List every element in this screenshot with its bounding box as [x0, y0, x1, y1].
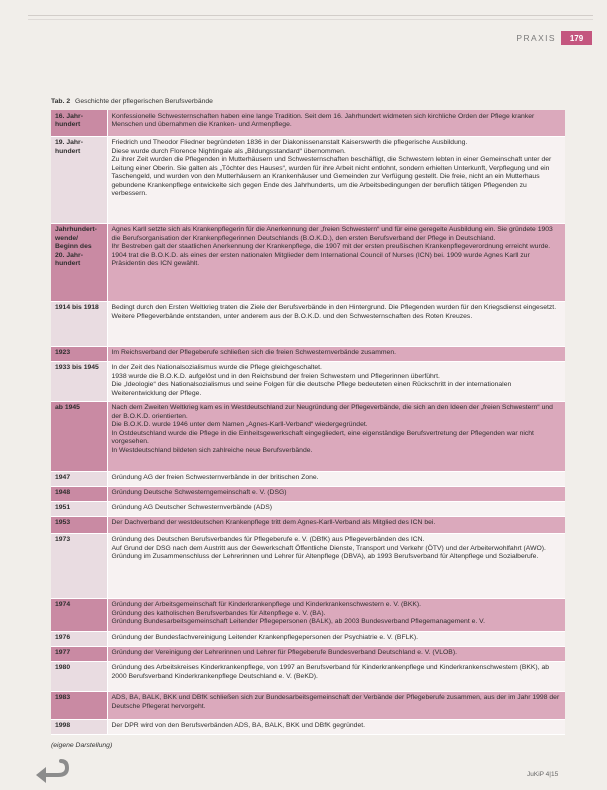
description-paragraph: Die B.O.K.D. wurde 1946 unter dem Namen „Agnes-Karll-Verband“ wiedergegründet. — [111, 421, 368, 428]
table-row — [51, 223, 565, 301]
description-cell — [107, 516, 565, 533]
table-row — [51, 691, 565, 719]
description-paragraph: Gründung der Arbeitsgemeinschaft für Kinderkrankenpflege und Kinderkrankenschwestern e. V. (BKK). — [111, 601, 422, 608]
description-paragraph: Der DPR wird von den Berufsverbänden ADS, BA, BALK, BKK und DBfK gegründet. — [111, 722, 366, 729]
table-row — [51, 471, 565, 486]
description-paragraph: Im Reichsverband der Pflegeberufe schließen sich die freien Schwesternverbände zusammen. — [111, 349, 396, 356]
description-paragraph: In der Zeit des Nationalsozialismus wurde die Pflege gleichgeschaltet. — [111, 364, 322, 371]
page-edge-line — [28, 19, 593, 20]
history-table — [51, 110, 565, 735]
description-paragraph: Diese wurde durch Florence Nightingale als „Bildungsstandard“ übernommen. — [111, 147, 346, 155]
description-cell — [107, 691, 565, 719]
period-cell: 1923 — [51, 346, 107, 361]
table-row — [51, 631, 565, 646]
period-cell: ab 1945 — [51, 401, 107, 471]
description-cell — [107, 533, 565, 598]
description-cell — [107, 501, 565, 516]
description-paragraph: Gründung AG Deutscher Schwesternverbände (ADS) — [111, 504, 273, 511]
description-paragraph: Bedingt durch den Ersten Weltkrieg traten die Ziele der Berufsverbände in den Hintergrund. Die Pflegenden wurden für den Kriegsdienst eingesetzt. — [111, 304, 557, 311]
table-row — [51, 501, 565, 516]
page-number-badge: 179 — [561, 31, 592, 45]
description-cell — [107, 598, 565, 631]
description-cell — [107, 136, 565, 223]
description-paragraph: Nach dem Zweiten Weltkrieg kam es in Westdeutschland zur Neugründung der Pflegeverbände, die sich an den Ideen der „freien Schwestern“ und der B.O.K.D. orientierten. — [111, 404, 553, 420]
caption-title: Geschichte der pflegerischen Berufsverbände — [75, 98, 213, 105]
description-paragraph: In Ostdeutschland wurde die Pflege in die Einheitsgewerkschaft eingegliedert, eine eigenständige Berufsvertretung der Pflegenden war nicht vorgesehen. — [111, 429, 534, 445]
table-row — [51, 401, 565, 471]
description-paragraph: ADS, BA, BALK, BKK und DBfK schließen sich zur Bundesarbeitsgemeinschaft der Verbände der Pflegeberufe zusammen, aus der im Jahr 1998 der Deutsche Pflegerat hervorgeht. — [111, 694, 560, 710]
period-cell: 1947 — [51, 471, 107, 486]
description-cell — [107, 346, 565, 361]
table-row — [51, 661, 565, 691]
period-cell: 1983 — [51, 691, 107, 719]
description-paragraph: Gründung Bundesarbeitsgemeinschaft Leitender Pflegepersonen (BALK), ab 2003 Bundesverband Pflegemanagement e. V. — [111, 618, 485, 625]
description-paragraph: Gründung AG der freien Schwesternverbände in der britischen Zone. — [111, 474, 319, 481]
page-header — [516, 31, 592, 45]
description-cell — [107, 110, 565, 136]
table-row — [51, 646, 565, 661]
period-cell: 1980 — [51, 661, 107, 691]
description-paragraph: Gründung im Zusammenschluss der Lehrerinnen und Lehrer für Altenpflege (DBVA), ab 1993 Berufsverband für Altenpflege und Sozialberufe. — [111, 553, 539, 560]
description-paragraph: Zu ihrer Zeit wurden die Pflegenden in Mutterhäusern und Schwesternschaften beschäftigt, die Schwestern lebten in einer Gemeinschaft unter der Leitung einer Oberin. Sie galten als „Töchter des Hauses“, wurden für ihre Arbeit nicht entlohnt, sondern erhielten Unterkunft, Verpflegung und ein Taschengeld, und wurden von den Mutterhäusern an Krankenhäuser und Gemeinden zur Verfügung gestellt. Die freie, nicht an ein Mutterhaus gebundene Krankenpflege entwickelte sich gegen Ende des Jahrhunderts, um die Arbeitsbedingungen der beruflich tätigen Pflegenden zu verbessern. — [111, 156, 552, 197]
description-paragraph: Gründung der Vereinigung der Lehrerinnen und Lehrer für Pflegeberufe Bundesverband Deutschland e. V. (VLOB). — [111, 649, 457, 656]
description-cell — [107, 661, 565, 691]
description-paragraph: Weitere Pflegeverbände entstanden, unter anderem aus der B.O.K.D. und den Schwesternschaften des Roten Kreuzes. — [111, 312, 473, 320]
description-paragraph: Gründung der Bundesfachvereinigung Leitender Krankenpflegepersonen der Psychiatrie e. V. (BFLK). — [111, 634, 419, 641]
period-cell: 1953 — [51, 516, 107, 533]
description-cell — [107, 486, 565, 501]
table-body — [51, 110, 565, 734]
period-cell: 1973 — [51, 533, 107, 598]
period-cell: 1914 bis 1918 — [51, 301, 107, 346]
table-row — [51, 598, 565, 631]
description-cell — [107, 401, 565, 471]
description-paragraph: Konfessionelle Schwesternschaften haben eine lange Tradition. Seit dem 16. Jahrhundert widmeten sich kirchliche Orden der Pflege kranker Menschen und übernahmen die Kranken- und Armenpflege. — [111, 112, 535, 128]
description-cell — [107, 361, 565, 401]
description-paragraph: Gründung des Deutschen Berufsverbandes für Pflegeberufe e. V. (DBfK) aus Pflegeverbänden des ICN. — [111, 536, 425, 543]
page-edge-line — [28, 15, 593, 16]
table-source-note: (eigene Darstellung) — [51, 741, 113, 749]
description-paragraph: Gründung des katholischen Berufsverbandes für Altenpflege e. V. (BA). — [111, 609, 326, 617]
period-cell: 1933 bis 1945 — [51, 361, 107, 401]
period-cell: 1948 — [51, 486, 107, 501]
table-row — [51, 361, 565, 401]
table-row — [51, 346, 565, 361]
description-paragraph: 1938 wurde die B.O.K.D. aufgelöst und in den Reichsbund der freien Schwestern und Pflegerinnen überführt. — [111, 372, 440, 380]
period-cell: Jahrhundertwende/ Beginn des 20. Jahrhundert — [51, 223, 107, 301]
description-paragraph: Auf Grund der DSG nach dem Austritt aus der Gewerkschaft Öffentliche Dienste, Transport und Verkehr (ÖTV) und der Arbeiterwohlfahrt (AWO). — [111, 544, 546, 552]
description-cell — [107, 223, 565, 301]
description-paragraph: Gründung des Arbeitskreises Kinderkrankenpflege, von 1997 an Berufsverband für Kinderkrankenpflege und Kinderkrankenschwestern (BKK), ab 2000 Berufsverband Kinderkrankenpflege Deutschland e. V. (BeKD). — [111, 664, 550, 680]
table-row — [51, 136, 565, 223]
table-row — [51, 110, 565, 136]
journal-footer: JuKiP 4|15 — [527, 771, 559, 778]
table-row — [51, 533, 565, 598]
description-cell — [107, 471, 565, 486]
table-row — [51, 516, 565, 533]
description-paragraph: Friedrich und Theodor Fliedner begründeten 1836 in der Diakonissenanstalt Kaiserswerth die pflegerische Ausbildung. — [111, 139, 468, 146]
table-caption — [51, 97, 565, 107]
section-label: PRAXIS — [516, 33, 556, 43]
description-paragraph: In Westdeutschland bildeten sich zahlreiche neue Berufsverbände. — [111, 446, 313, 454]
table-row — [51, 301, 565, 346]
description-paragraph: Agnes Karll setzte sich als Krankenpflegerin für die Anerkennung der „freien Schwestern“ und für eine geregelte Ausbildung ein. Sie gründete 1903 die Berufsorganisation der Krankenpflegerinnen Deutschlands (B.O.K.D.), den ersten Berufsverband der Pflege in Deutschland. — [111, 226, 553, 242]
period-cell: 1951 — [51, 501, 107, 516]
table-row — [51, 719, 565, 734]
table-row — [51, 486, 565, 501]
caption-label: Tab. 2 — [51, 98, 71, 105]
description-cell — [107, 646, 565, 661]
description-paragraph: Ihr Bestreben galt der staatlichen Anerkennung der Krankenpflege, die 1907 mit der ersten preußischen Krankenpflegeverordnung erreicht wurde. 1904 trat die B.O.K.D. als eines der ersten nationalen Mitglieder dem International Council of Nurses (ICN) bei. 1909 wurde Agnes Karll zur Präsidentin des ICN gewählt. — [111, 243, 551, 267]
period-cell: 19. Jahrhundert — [51, 136, 107, 223]
description-paragraph: Die „Ideologie“ des Nationalsozialismus und seine Folgen für die deutsche Pflege bedeuteten einen Rückschritt in der internationalen Weiterentwicklung der Pflege. — [111, 381, 512, 397]
description-cell — [107, 719, 565, 734]
description-paragraph: Gründung Deutsche Schwesterngemeinschaft e. V. (DSG) — [111, 489, 287, 496]
return-arrow-icon — [33, 757, 69, 783]
description-cell — [107, 301, 565, 346]
period-cell: 1977 — [51, 646, 107, 661]
period-cell: 16. Jahrhundert — [51, 110, 107, 136]
description-paragraph: Der Dachverband der westdeutschen Krankenpflege tritt dem Agnes-Karll-Verband als Mitglied des ICN bei. — [111, 519, 436, 526]
period-cell: 1998 — [51, 719, 107, 734]
period-cell: 1974 — [51, 598, 107, 631]
period-cell: 1976 — [51, 631, 107, 646]
table-block — [51, 97, 565, 749]
description-cell — [107, 631, 565, 646]
